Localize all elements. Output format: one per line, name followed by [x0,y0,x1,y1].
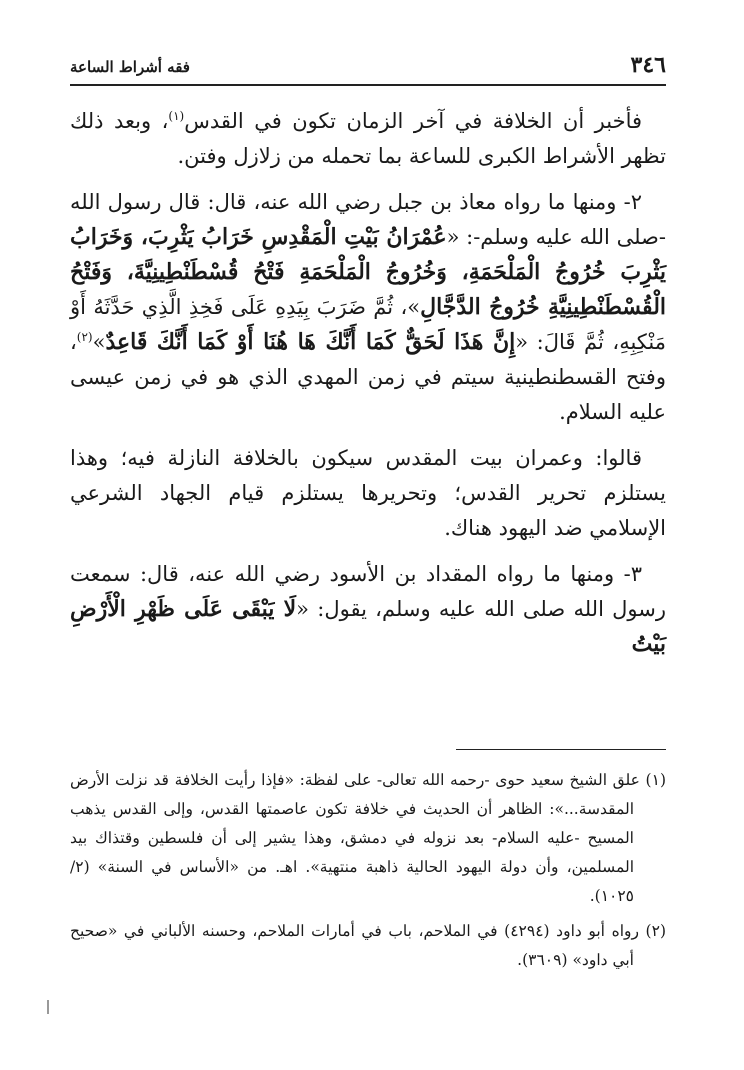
margin-mark [47,1000,49,1014]
paragraph-2-end: ، وفتح القسطنطينية سيتم في زمن المهدي الذي هو في زمن عيسى عليه السلام. [70,330,666,424]
page-header [70,46,666,86]
quote-close: » [92,330,106,354]
paragraph-4 [70,557,666,662]
footnote-divider [456,749,666,750]
running-title: فقه أشراط الساعة [70,58,190,76]
paragraph-4-intro: ٣- ومنها ما رواه المقداد بن الأسود رضي الله عنه، قال: سمعت رسول الله صلى الله عليه وسلم، يقول: « [70,562,667,621]
paragraph-1-text-end: ، وبعد ذلك تظهر الأشراط الكبرى للساعة بما تحمله من زلازل وفتن. [70,109,666,168]
paragraph-2-intro: ٢- ومنها ما رواه معاذ بن جبل رضي الله عنه، قال: قال رسول الله -صلى الله عليه وسلم-: « [70,190,666,249]
footnotes [70,766,666,981]
paragraph-1-text: فأخبر أن الخلافة في آخر الزمان تكون في القدس [184,109,643,133]
paragraph-3: قالوا: وعمران بيت المقدس سيكون بالخلافة النازلة فيه؛ وهذا يستلزم تحرير القدس؛ وتحريرها يستلزم قيام الجهاد الشرعي الإسلامي ضد اليهود هناك. [70,446,666,540]
footnote-ref-2[interactable]: (٢) [76,330,93,344]
main-text [70,104,666,673]
hadith-text-1: عُمْرَانُ بَيْتِ الْمَقْدِسِ خَرَابُ يَثْرِبَ، وَخَرَابُ يَثْرِبَ خُرُوجُ الْمَلْحَمَةِ، وَخُرُوجُ الْمَلْحَمَةِ فَتْحُ قُسْطَنْطِينِيَّةَ، وَفَتْحُ الْقُسْطَنْطِينِيَّةِ خُرُوجُ الدَّجَّالِ [70,224,667,320]
footnote-1: (١) علق الشيخ سعيد حوى -رحمه الله تعالى- على لفظة: «فإذا رأيت الخلافة قد نزلت الأرض المقدسة...»: الظاهر أن الحديث في خلافة تكون عاصمتها القدس، وإلى القدس يذهب المسيح -عليه السلام- بعد نزوله في دمشق، وهذا يشير إلى أن فلسطين وقتذاك بيد المسلمين، وأن دولة اليهود الحالية ذاهبة منتهية». اهـ. من «الأساس في السنة» (٢/ ١٠٢٥). [70,771,666,905]
footnote-ref-1[interactable]: (١) [168,109,185,123]
footnote-2: (٢) رواه أبو داود (٤٢٩٤) في الملاحم، باب في أمارات الملاحم، وحسنه الألباني في «صحيح أبي داود» (٣٦٠٩). [70,922,666,969]
paragraph-2 [70,185,666,430]
hadith-text-3: لَا يَبْقَى عَلَى ظَهْرِ الْأَرْضِ بَيْتُ [70,596,666,657]
page-number: ٣٤٦ [630,52,666,78]
paragraph-1 [70,104,666,174]
hadith-text-2: إِنَّ هَذَا لَحَقٌّ كَمَا أَنَّكَ هَا هُنَا أَوْ كَمَا أَنَّكَ قَاعِدٌ [105,329,516,355]
paragraph-2-middle: »، ثُمَّ ضَرَبَ بِيَدِهِ عَلَى فَخِذِ الَّذِي حَدَّثَهُ أَوْ مَنْكِبِهِ، ثُمَّ قَالَ: « [70,295,666,354]
